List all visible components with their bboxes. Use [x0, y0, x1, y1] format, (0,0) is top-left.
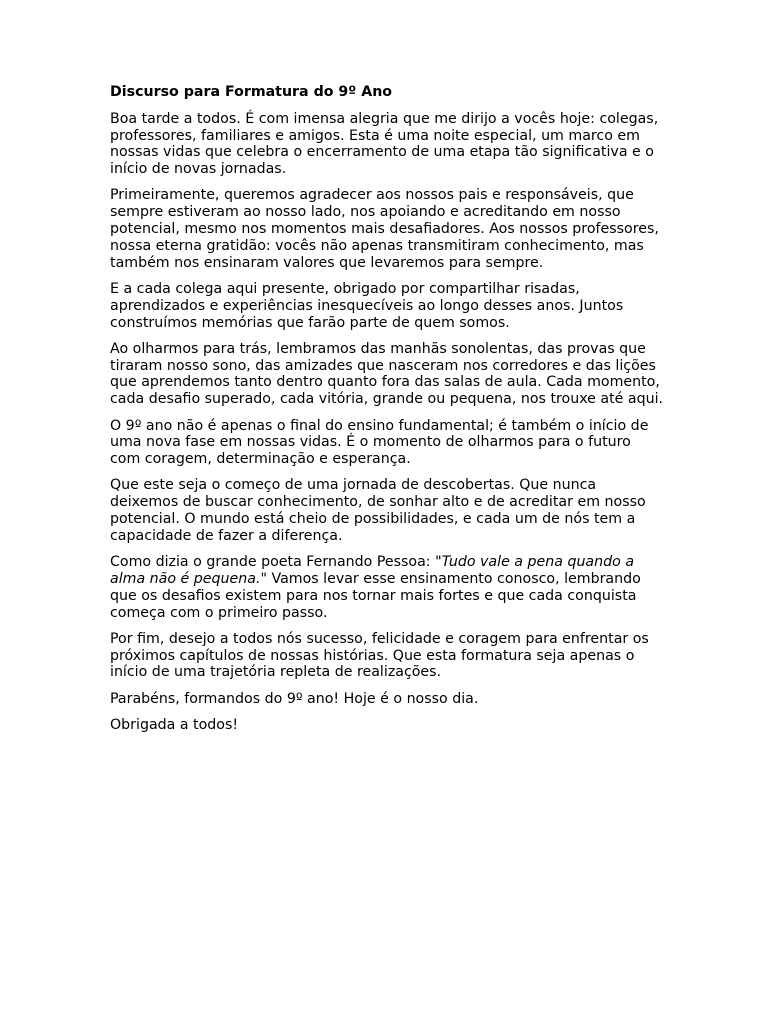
paragraph-congratulations: Parabéns, formandos do 9º ano! Hoje é o nosso dia. [110, 690, 479, 707]
quote-intro: Como dizia o grande poeta Fernando Pessoa: " [110, 554, 442, 571]
paragraph-thanks: Primeiramente, queremos agradecer aos nossos pais e responsáveis, que sempre estiveram ao nosso lado, nos apoiando e acreditando em nosso potencial, mesmo nos momentos mais desafiadores. Aos nossos professores, nossa eterna gratidão: vocês não apenas transmitiram conhecimento, mas também nos ensinaram valores que levaremos para sempre. [110, 187, 659, 271]
document-title: Discurso para Formatura do 9º Ano [110, 84, 393, 100]
quote-outro: " Vamos levar esse ensinamento conosco, lembrando que os desafios existem para nos tornar mais fortes e que cada conquista começa com o primeiro passo. [110, 570, 641, 621]
paragraph-journey: Que este seja o começo de uma jornada de descobertas. Que nunca deixemos de buscar conhecimento, de sonhar alto e de acreditar em nosso potencial. O mundo está cheio de possibilidades, e cada um de nós tem a capacidade de fazer a diferença. [110, 477, 646, 544]
paragraph-wishes: Por fim, desejo a todos nós sucesso, felicidade e coragem para enfrentar os próximos capítulos de nossas histórias. Que esta formatura seja apenas o início de uma trajetória repleta de realizações. [110, 630, 649, 681]
paragraph-colleagues: E a cada colega aqui presente, obrigado por compartilhar risadas, aprendizados e experiências inesquecíveis ao longo desses anos. Juntos construímos memórias que farão parte de quem somos. [110, 280, 624, 331]
pessoa-quote: Tudo vale a pena quando a alma não é pequena. [110, 554, 635, 587]
paragraph-new-phase: O 9º ano não é apenas o final do ensino fundamental; é também o início de uma nova fase em nossas vidas. É o momento de olharmos para o futuro com coragem, determinação e esperança. [110, 417, 649, 468]
paragraph-greeting: Boa tarde a todos. É com imensa alegria que me dirijo a vocês hoje: colegas, professores, familiares e amigos. Esta é uma noite especial, um marco em nossas vidas que celebra o encerramento de uma etapa tão significativa e o início de novas jornadas. [110, 110, 659, 178]
document-page [110, 84, 665, 743]
paragraph-memories: Ao olharmos para trás, lembramos das manhãs sonolentas, das provas que tiraram nosso sono, das amizades que nasceram nos corredores e das lições que aprendemos tanto dentro quanto fora das salas de aula. Cada momento, cada desafio superado, cada vitória, grande ou pequena, nos trouxe até aqui. [110, 340, 664, 408]
paragraph-farewell: Obrigada a todos! [110, 717, 239, 733]
paragraph-quote [110, 554, 665, 621]
